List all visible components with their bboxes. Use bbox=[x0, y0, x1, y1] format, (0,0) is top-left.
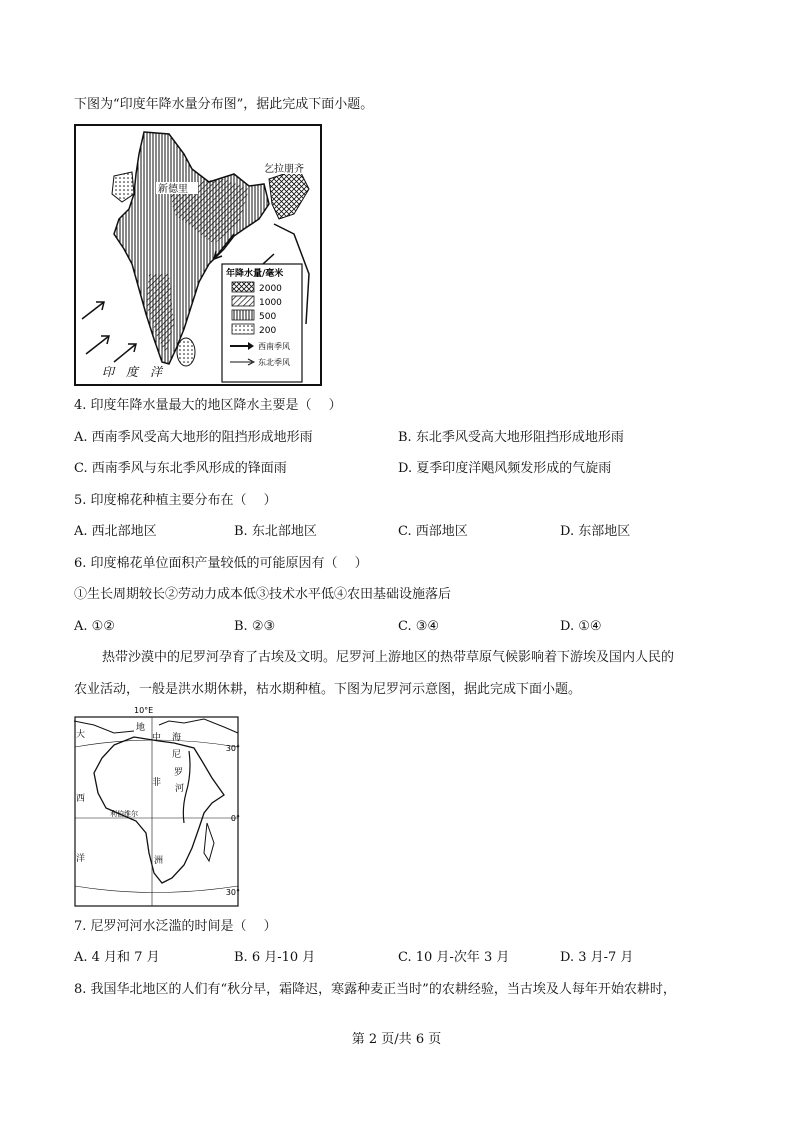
continent-char-1: 非 bbox=[152, 778, 162, 788]
q6-option-d: D. ①④ bbox=[560, 619, 602, 634]
lat-0: 0° bbox=[230, 814, 240, 823]
india-rainfall-map bbox=[74, 124, 322, 386]
ocean-char-1: 大 bbox=[76, 730, 86, 740]
q4-option-c: C. 西南季风与东北季风形成的锋面雨 bbox=[74, 461, 287, 476]
legend-northeast-monsoon: 东北季风 bbox=[258, 358, 290, 367]
ocean-char-2: 西 bbox=[76, 794, 86, 804]
q7-option-d: D. 3 月-7 月 bbox=[560, 950, 634, 965]
q5-stem: 5. 印度棉花种植主要分布在（ ） bbox=[74, 493, 277, 508]
q5-option-d: D. 东部地区 bbox=[560, 524, 631, 539]
q6-option-a: A. ①② bbox=[74, 619, 115, 634]
legend-value-1000: 1000 bbox=[259, 298, 282, 308]
q4-option-b: B. 东北季风受高大地形阻挡形成地形雨 bbox=[398, 430, 624, 445]
sea-char-3: 海 bbox=[172, 733, 182, 743]
page-footer: 第 2 页/共 6 页 bbox=[351, 1032, 442, 1047]
libreville-label: 利伯维尔 bbox=[110, 810, 138, 818]
q7-option-a: A. 4 月和 7 月 bbox=[74, 950, 160, 965]
intro2-line1: 热带沙漠中的尼罗河孕育了古埃及文明。尼罗河上游地区的热带草原气候影响着下游埃及国内人民的 bbox=[102, 650, 675, 665]
legend-southwest-monsoon: 西南季风 bbox=[258, 342, 290, 351]
q5-option-a: A. 西北部地区 bbox=[74, 524, 157, 539]
lat-30n: 30° bbox=[225, 744, 240, 753]
sea-char-2: 中 bbox=[152, 733, 162, 743]
q6-option-c: C. ③④ bbox=[398, 619, 440, 634]
q7-stem: 7. 尼罗河河水泛滥的时间是（ ） bbox=[74, 919, 277, 934]
lat-30s: 30° bbox=[225, 888, 240, 897]
city-new-delhi-label: 新德里 bbox=[158, 184, 188, 195]
q5-option-b: B. 东北部地区 bbox=[234, 524, 317, 539]
q8-stem: 8. 我国华北地区的人们有“秋分早，霜降迟，寒露种麦正当时”的农耕经验，当古埃及人每年开始农耕时， bbox=[74, 982, 676, 997]
q7-option-c: C. 10 月-次年 3 月 bbox=[398, 950, 510, 965]
city-cherrapunji-label: 乞拉朋齐 bbox=[264, 164, 304, 175]
q6-stem: 6. 印度棉花单位面积产量较低的可能原因有（ ） bbox=[74, 556, 368, 571]
intro2-line2: 农业活动，一般是洪水期休耕，枯水期种植。下图为尼罗河示意图，据此完成下面小题。 bbox=[74, 682, 582, 697]
river-char-3: 河 bbox=[175, 784, 185, 794]
q5-option-c: C. 西部地区 bbox=[398, 524, 468, 539]
q4-option-d: D. 夏季印度洋飓风频发形成的气旋雨 bbox=[398, 461, 612, 476]
river-char-1: 尼 bbox=[172, 750, 182, 760]
intro-text: 下图为“印度年降水量分布图”，据此完成下面小题。 bbox=[74, 97, 374, 112]
ocean-label: 印 度 洋 bbox=[102, 365, 163, 379]
q6-option-b: B. ②③ bbox=[234, 619, 276, 634]
q4-option-a: A. 西南季风受高大地形的阻挡形成地形雨 bbox=[74, 430, 313, 445]
map-legend bbox=[222, 264, 302, 382]
legend-title: 年降水量/毫米 bbox=[226, 269, 284, 279]
q4-stem: 4. 印度年降水量最大的地区降水主要是（ ） bbox=[74, 398, 342, 413]
q7-option-b: B. 6 月-10 月 bbox=[234, 950, 316, 965]
nile-map bbox=[74, 703, 239, 907]
ocean-char-3: 洋 bbox=[76, 854, 86, 864]
sea-char-1: 地 bbox=[136, 723, 146, 733]
legend-value-2000: 2000 bbox=[259, 284, 282, 294]
river-char-2: 罗 bbox=[174, 768, 184, 778]
legend-value-200: 200 bbox=[259, 326, 277, 336]
continent-char-2: 洲 bbox=[154, 856, 164, 866]
q6-factors: ①生长周期较长②劳动力成本低③技术水平低④农田基础设施落后 bbox=[74, 587, 452, 602]
longitude-label: 10°E bbox=[134, 706, 154, 715]
sri-lanka bbox=[177, 338, 195, 366]
legend-value-500: 500 bbox=[259, 312, 277, 322]
